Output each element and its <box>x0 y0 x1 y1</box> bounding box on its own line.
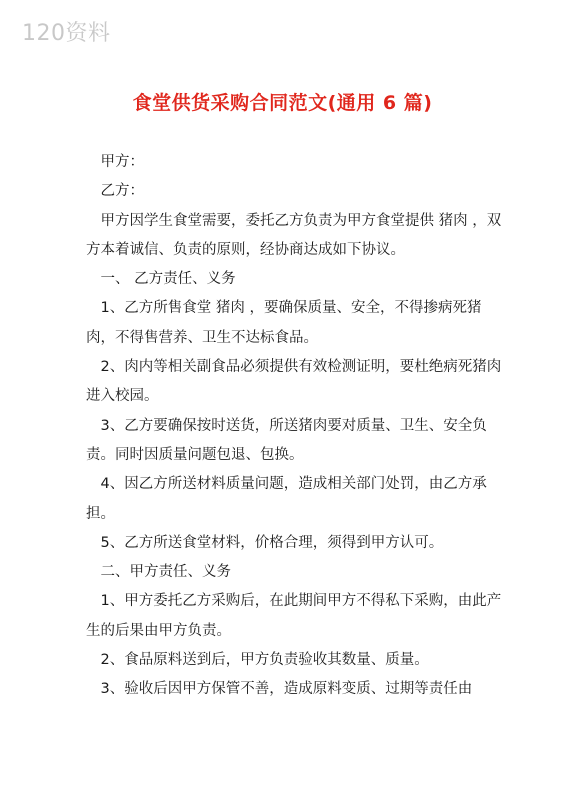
party-b-line: 乙方： <box>100 183 144 200</box>
clause-paragraph: 2、食品原料送到后，甲方负责验收其数量、质量。 <box>100 652 429 669</box>
section-heading-party-b: 一、 乙方责任、义务 <box>100 271 236 288</box>
clause-paragraph: 5、乙方所送食堂材料，价格合理，须得到甲方认可。 <box>100 534 444 551</box>
clause-paragraph: 1、甲方委托乙方采购后，在此期间甲方不得私下采购，由此产生的后果由甲方负责。 <box>86 593 502 639</box>
clause-paragraph: 4、因乙方所送材料质量问题，造成相关部门处罚，由乙方承担。 <box>86 476 487 522</box>
intro-paragraph: 甲方因学生食堂需要，委托乙方负责为甲方食堂提供 猪肉 ，双方本着诚信、负责的原则，经协商达成如下协议。 <box>86 212 502 258</box>
watermark-logo: 120资料 <box>22 21 111 46</box>
section-heading-party-a: 二、甲方责任、义务 <box>100 564 231 581</box>
clause-paragraph: 3、验收后因甲方保管不善，造成原料变质、过期等责任由 <box>100 681 473 698</box>
party-a-line: 甲方： <box>100 154 144 170</box>
clause-paragraph: 3、乙方要确保按时送货，所送猪肉要对质量、卫生、安全负责。同时因质量问题包退、包换。 <box>86 417 487 463</box>
clause-paragraph: 2、肉内等相关副食品必须提供有效检测证明，要杜绝病死猪肉进入校园。 <box>86 359 502 405</box>
document-title: 食堂供货采购合同范文(通用 6 篇) <box>132 92 433 114</box>
document-body <box>86 148 506 705</box>
clause-paragraph: 1、乙方所售食堂 猪肉 ，要确保质量、安全，不得掺病死猪肉，不得售营养、卫生不达标食品。 <box>86 300 482 346</box>
